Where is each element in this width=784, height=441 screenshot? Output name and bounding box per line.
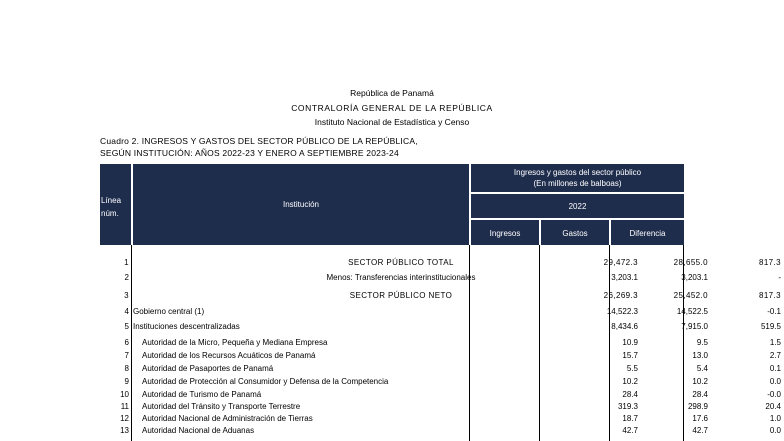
row-diferencia: -0.1 [767, 307, 781, 316]
row-gastos: 9.5 [696, 338, 708, 347]
row-diferencia: 817.3 [758, 258, 781, 267]
column-header-linea: Línea [101, 196, 122, 205]
row-gastos: 13.0 [692, 351, 708, 360]
table-row [100, 291, 781, 303]
row-number: 11 [120, 402, 129, 411]
row-institution: Autoridad Nacional de Aduanas [142, 426, 255, 435]
row-diferencia: 0.0 [769, 426, 781, 435]
table-row [100, 338, 781, 350]
row-diferencia: 2.7 [769, 351, 781, 360]
row-gastos: 42.7 [692, 426, 708, 435]
header-separator [471, 218, 684, 220]
row-gastos: 3,203.1 [681, 273, 708, 282]
table-row [100, 364, 781, 376]
row-institution: Menos: Transferencias interinstitucionales [326, 273, 476, 282]
row-institution: SECTOR PÚBLICO TOTAL [348, 258, 454, 267]
header-line-republica: República de Panamá [350, 88, 434, 98]
row-institution: Autoridad del Tránsito y Transporte Terrestre [142, 402, 301, 411]
row-diferencia: - [778, 273, 781, 282]
table-row [100, 426, 781, 438]
row-diferencia: 0.1 [769, 364, 781, 373]
row-number: 3 [124, 291, 129, 300]
row-number: 13 [120, 426, 129, 435]
row-gastos: 10.2 [692, 377, 708, 386]
row-institution: Autoridad de Protección al Consumidor y Defensa de la Competencia [142, 377, 389, 386]
row-number: 2 [124, 273, 129, 282]
row-diferencia: 519.5 [760, 322, 781, 331]
row-gastos: 7,915.0 [681, 322, 708, 331]
row-institution: Gobierno central (1) [133, 307, 205, 316]
column-header-diferencia: Diferencia [629, 229, 666, 238]
row-ingresos: 28.4 [622, 390, 638, 399]
row-number: 7 [124, 351, 129, 360]
column-header-gastos: Gastos [562, 229, 588, 238]
row-number: 5 [124, 322, 129, 331]
row-ingresos: 29,472.3 [603, 258, 638, 267]
row-number: 10 [120, 390, 129, 399]
table-row [100, 414, 781, 426]
table-title-line2: SEGÚN INSTITUCIÓN: AÑOS 2022-23 Y ENERO A SEPTIEMBRE 2023-24 [100, 148, 399, 158]
column-header-ingresos: Ingresos [489, 229, 521, 238]
column-header-num: núm. [101, 209, 119, 218]
row-ingresos: 5.5 [626, 364, 638, 373]
header-line-instituto: Instituto Nacional de Estadística y Censo [314, 117, 470, 127]
row-ingresos: 319.3 [617, 402, 638, 411]
header-separator [471, 192, 684, 194]
row-institution: Autoridad de Turismo de Panamá [142, 390, 262, 399]
row-ingresos: 42.7 [622, 426, 638, 435]
table-row [100, 322, 781, 334]
table-row [100, 351, 781, 363]
row-gastos: 14,522.5 [676, 307, 708, 316]
row-institution: SECTOR PÚBLICO NETO [349, 291, 453, 300]
group-header-units: (En millones de balboas) [533, 179, 622, 188]
row-number: 8 [124, 364, 129, 373]
table-row [100, 390, 781, 402]
row-ingresos: 14,522.3 [606, 307, 638, 316]
table-row [100, 402, 781, 414]
row-ingresos: 10.2 [622, 377, 638, 386]
row-gastos: 298.9 [687, 402, 708, 411]
table-row [100, 377, 781, 389]
row-institution: Autoridad de los Recursos Acuáticos de Panamá [142, 351, 316, 360]
row-institution: Autoridad de Pasaportes de Panamá [142, 364, 274, 373]
row-gastos: 28.4 [692, 390, 708, 399]
header-line-contraloria: CONTRALORÍA GENERAL DE LA REPÚBLICA [291, 103, 493, 113]
table-row [100, 258, 781, 270]
row-diferencia: -0.0 [767, 390, 781, 399]
row-gastos: 5.4 [696, 364, 708, 373]
row-ingresos: 8,434.6 [611, 322, 638, 331]
table-title-line1: Cuadro 2. INGRESOS Y GASTOS DEL SECTOR PÚBLICO DE LA REPÚBLICA, [100, 136, 418, 146]
row-number: 1 [124, 258, 129, 267]
group-header-title: Ingresos y gastos del sector público [513, 168, 642, 177]
row-number: 4 [124, 307, 129, 316]
row-diferencia: 20.4 [765, 402, 781, 411]
row-ingresos: 10.9 [622, 338, 638, 347]
column-header-institucion: Institución [282, 200, 320, 209]
table-row [100, 273, 781, 285]
row-institution: Instituciones descentralizadas [133, 322, 240, 331]
row-institution: Autoridad Nacional de Administración de Tierras [142, 414, 313, 423]
row-gastos: 17.6 [692, 414, 708, 423]
table-row [100, 307, 781, 319]
row-ingresos: 3,203.1 [611, 273, 638, 282]
row-gastos: 25,452.0 [673, 291, 708, 300]
row-diferencia: 817.3 [758, 291, 781, 300]
row-ingresos: 15.7 [622, 351, 638, 360]
row-number: 9 [124, 377, 129, 386]
row-diferencia: 0.0 [769, 377, 781, 386]
row-number: 12 [120, 414, 129, 423]
row-ingresos: 18.7 [622, 414, 638, 423]
row-institution: Autoridad de la Micro, Pequeña y Mediana Empresa [142, 338, 328, 347]
row-ingresos: 26,269.3 [603, 291, 638, 300]
year-header: 2022 [568, 202, 587, 211]
row-number: 6 [124, 338, 129, 347]
row-gastos: 28,655.0 [673, 258, 708, 267]
row-diferencia: 1.5 [769, 338, 781, 347]
row-diferencia: 1.0 [769, 414, 781, 423]
